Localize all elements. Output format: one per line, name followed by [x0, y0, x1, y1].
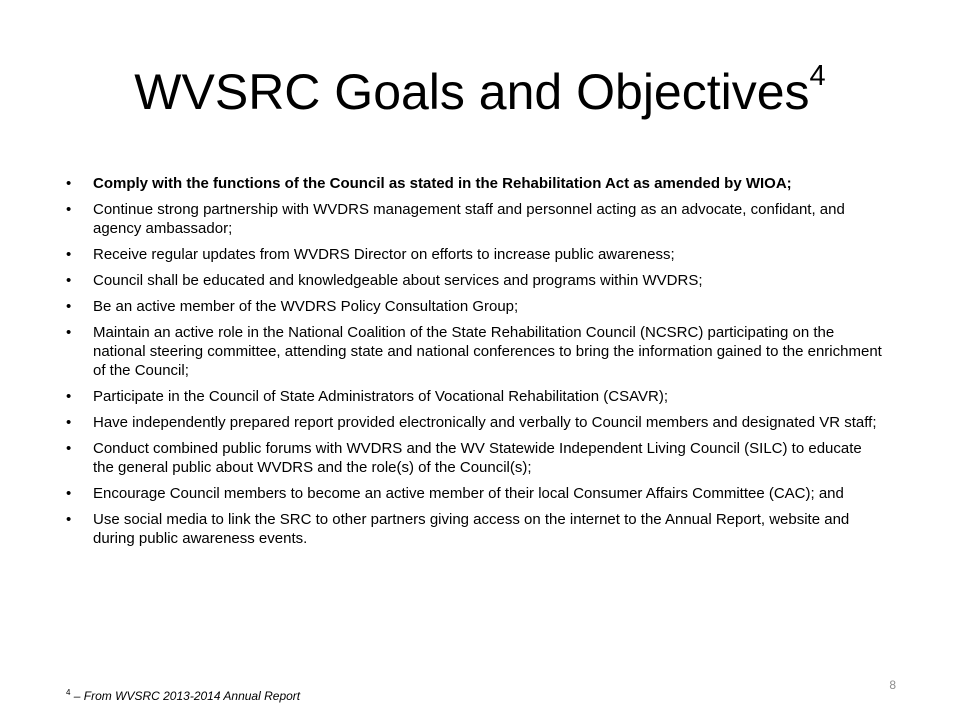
objective-item — [66, 245, 886, 264]
objective-item — [66, 271, 886, 290]
footnote — [66, 688, 300, 704]
objective-text: Participate in the Council of State Administrators of Vocational Rehabilitation (CSAVR); — [93, 388, 669, 405]
objective-text: Conduct combined public forums with WVDRS and the WV Statewide Independent Living Council (SILC) to educate the general public about WVDRS and the role(s) of the Council(s); — [93, 440, 862, 476]
bullet-icon: • — [66, 246, 72, 263]
objective-text: Maintain an active role in the National Coalition of the State Rehabilitation Council (NCSRC) participating on the national steering committee, attending state and national conferences to bring the information gained to the enrichment of the Council; — [93, 324, 882, 379]
objective-item — [66, 174, 886, 193]
objectives-list — [66, 174, 886, 555]
objective-item — [66, 323, 886, 380]
page-number: 8 — [889, 678, 896, 692]
objective-text: Use social media to link the SRC to other partners giving access on the internet to the Annual Report, website and during public awareness events. — [93, 511, 850, 547]
slide-title-text: WVSRC Goals and Objectives — [134, 64, 810, 120]
objective-item — [66, 297, 886, 316]
objective-text: Encourage Council members to become an active member of their local Consumer Affairs Committee (CAC); and — [93, 485, 844, 502]
bullet-icon: • — [66, 440, 72, 457]
objective-item — [66, 510, 886, 548]
bullet-icon: • — [66, 175, 72, 192]
bullet-icon: • — [66, 272, 72, 289]
footnote-marker: 4 — [66, 688, 71, 697]
objective-text: Have independently prepared report provided electronically and verbally to Council members and designated VR staff; — [93, 414, 877, 431]
objective-text: Continue strong partnership with WVDRS management staff and personnel acting as an advocate, confidant, and agency ambassador; — [93, 201, 845, 237]
bullet-icon: • — [66, 298, 72, 315]
objective-item — [66, 200, 886, 238]
objective-text: Be an active member of the WVDRS Policy Consultation Group; — [93, 298, 519, 315]
bullet-icon: • — [66, 414, 72, 431]
objective-item — [66, 484, 886, 503]
bullet-icon: • — [66, 388, 72, 405]
title-footnote-ref: 4 — [809, 60, 826, 92]
objective-text: Council shall be educated and knowledgeable about services and programs within WVDRS; — [93, 272, 703, 289]
bullet-icon: • — [66, 201, 72, 218]
bullet-icon: • — [66, 511, 72, 528]
objective-item — [66, 387, 886, 406]
bullet-icon: • — [66, 485, 72, 502]
slide-title — [0, 62, 960, 122]
bullet-icon: • — [66, 324, 72, 341]
objective-item — [66, 413, 886, 432]
objective-text: Comply with the functions of the Council as stated in the Rehabilitation Act as amended by WIOA; — [93, 175, 792, 192]
objective-text: Receive regular updates from WVDRS Director on efforts to increase public awareness; — [93, 246, 675, 263]
footnote-text: – From WVSRC 2013-2014 Annual Report — [70, 689, 301, 703]
objective-item — [66, 439, 886, 477]
